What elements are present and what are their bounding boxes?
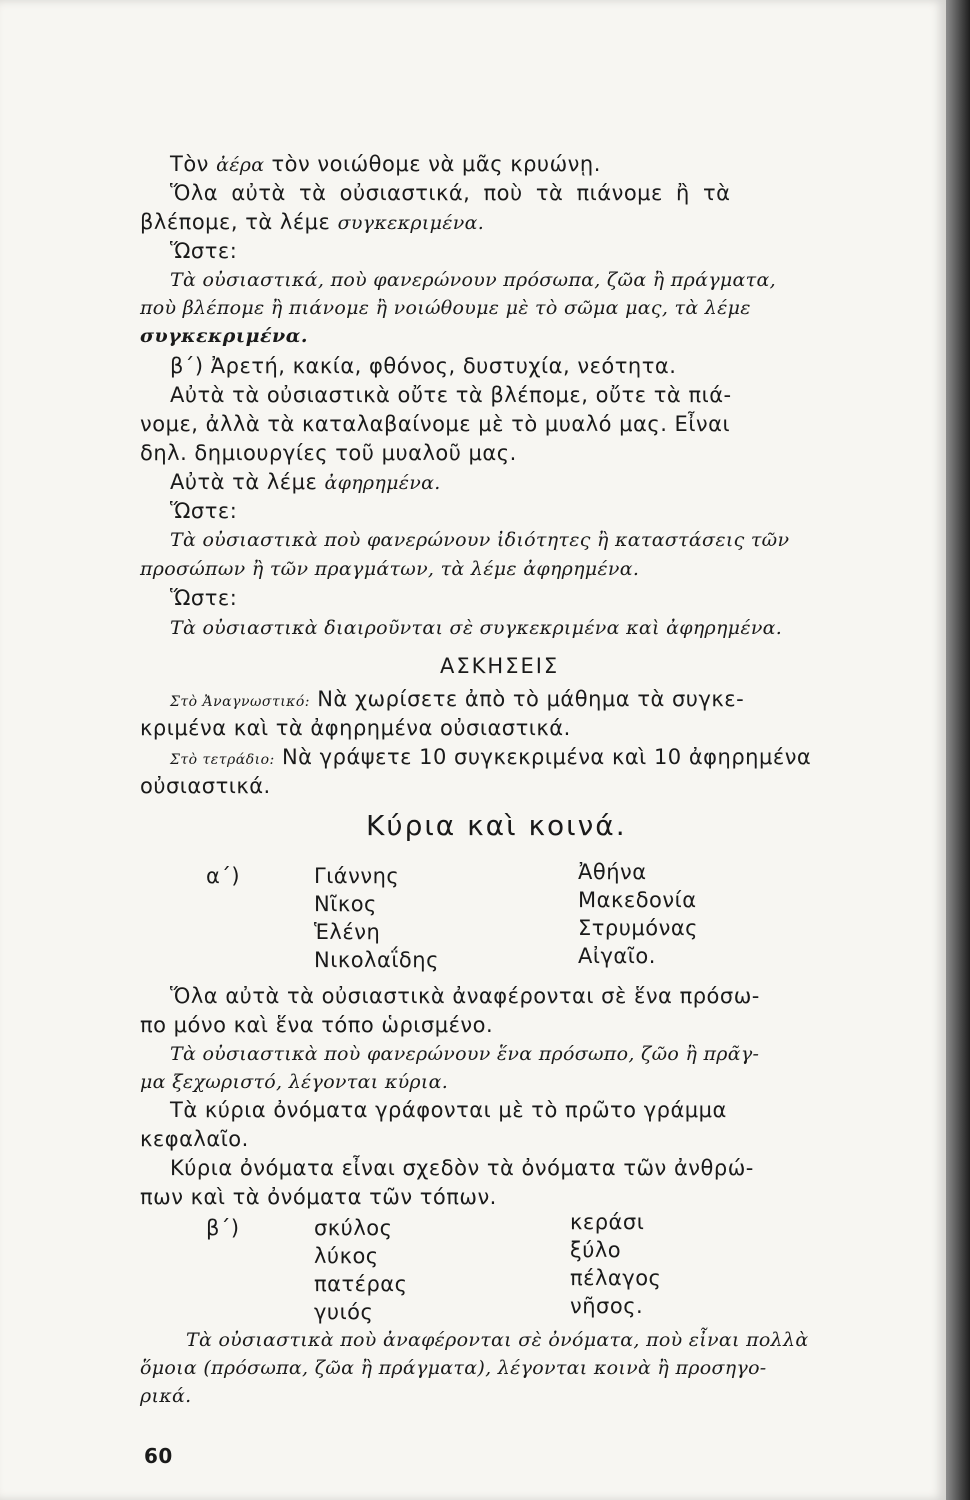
list-b-right-4: νῆσος. xyxy=(570,1294,644,1318)
line-3 xyxy=(140,208,484,237)
list-b-right-1: κεράσι xyxy=(570,1210,645,1234)
line-12 xyxy=(170,468,441,497)
exercise-label: Στὸ τετράδιο: xyxy=(170,752,275,768)
line-13: Ὥστε: xyxy=(170,499,238,523)
line-9: Αὐτὰ τὰ οὐσιαστικὰ οὔτε τὰ βλέπομε, οὔτε τὰ πιά- xyxy=(170,383,732,407)
text: Αὐτὰ τὰ λέμε xyxy=(170,470,325,494)
definition-line-6: Τὰ οὐσιαστικὰ ποὺ φανερώνουν ἕνα πρόσωπο, ζῶο ἢ πρᾶγ- xyxy=(170,1043,760,1065)
exercise-label: Στὸ Ἀναγνωστικό: xyxy=(170,694,311,710)
text: τὸν νοιώθομε νὰ μᾶς κρυώνῃ. xyxy=(264,152,601,176)
list-b-left-3: πατέρας xyxy=(314,1272,408,1296)
exercise-2-cont: οὐσιαστικά. xyxy=(140,774,271,798)
list-b-left-1: σκύλος xyxy=(314,1216,393,1240)
list-a-left-2: Νῖκος xyxy=(314,892,377,916)
list-a-right-1: Ἀθήνα xyxy=(578,860,647,884)
text: βλέπομε, τὰ λέμε xyxy=(140,210,338,234)
line-q6: κεφαλαῖο. xyxy=(140,1127,249,1151)
definition-line-8: Τὰ οὐσιαστικὰ ποὺ ἀναφέρονται σὲ ὀνόματα, ποὺ εἶναι πολλὰ xyxy=(186,1329,809,1351)
list-a-right-3: Στρυμόνας xyxy=(578,916,698,940)
line-q1: Ὅλα αὐτὰ τὰ οὐσιαστικὰ ἀναφέρονται σὲ ἕνα πρόσω- xyxy=(170,984,760,1008)
section-heading: Κύρια καὶ κοινά. xyxy=(366,809,627,842)
line-q5: Τὰ κύρια ὀνόματα γράφονται μὲ τὸ πρῶτο γράμμα xyxy=(170,1098,727,1122)
text: Τὸν xyxy=(170,152,217,176)
list-b-right-3: πέλαγος xyxy=(570,1266,662,1290)
definition-line-10: ρικά. xyxy=(140,1385,192,1407)
text: Νὰ γράψετε 10 συγκεκριμένα καὶ 10 ἀφηρημένα xyxy=(274,745,812,769)
text: Νὰ χωρίσετε ἀπὸ τὸ μάθημα τὰ συγκε- xyxy=(310,687,745,711)
exercise-2 xyxy=(170,743,811,774)
scan-right-edge xyxy=(946,0,970,1500)
list-a-right-4: Αἰγαῖο. xyxy=(578,944,656,968)
list-a-left-3: Ἑλένη xyxy=(314,920,381,944)
italic-word: ἀφηρημένα. xyxy=(324,472,441,494)
definition-line-1: Τὰ οὐσιαστικά, ποὺ φανερώνουν πρόσωπα, ζῶα ἢ πράγματα, xyxy=(170,269,776,291)
line-16: Ὥστε: xyxy=(170,586,238,610)
definition-line-9: ὅμοια (πρόσωπα, ζῶα ἢ πράγματα), λέγονται κοινὰ ἢ προσηγο- xyxy=(140,1357,767,1379)
definition-line-4: προσώπων ἢ τῶν πραγμάτων, τὰ λέμε ἀφηρημένα. xyxy=(140,558,640,580)
line-11: δηλ. δημιουργίες τοῦ μυαλοῦ μας. xyxy=(140,441,517,465)
list-b-right-2: ξύλο xyxy=(570,1238,622,1262)
italic-word: συγκεκριμένα. xyxy=(337,212,485,234)
list-a-label: α΄) xyxy=(206,864,241,888)
exercises-title: ΑΣΚΗΣΕΙΣ xyxy=(440,654,560,678)
list-a-left-1: Γιάννης xyxy=(314,864,400,888)
definition-line-5: Τὰ οὐσιαστικὰ διαιροῦνται σὲ συγκεκριμένα καὶ ἀφηρημένα. xyxy=(170,617,783,639)
line-q2: πο μόνο καὶ ἕνα τόπο ὡρισμένο. xyxy=(140,1013,494,1037)
exercise-1 xyxy=(170,685,744,716)
definition-line-2: ποὺ βλέπομε ἢ πιάνομε ἢ νοιώθουμε μὲ τὸ σῶμα μας, τὰ λέμε xyxy=(140,297,751,319)
line-q7: Κύρια ὀνόματα εἶναι σχεδὸν τὰ ὀνόματα τῶν ἀνθρώ- xyxy=(170,1156,754,1180)
definition-line-3: Τὰ οὐσιαστικὰ ποὺ φανερώνουν ἰδιότητες ἢ καταστάσεις τῶν xyxy=(170,529,790,551)
definition-term: συγκεκριμένα. xyxy=(140,325,308,347)
italic-word: ἀέρα xyxy=(216,154,265,176)
list-a-right-2: Μακεδονία xyxy=(578,888,697,912)
line-2: Ὅλα αὐτὰ τὰ οὐσιαστικά, ποὺ τὰ πιάνομε ἢ τὰ xyxy=(170,181,731,205)
line-1 xyxy=(170,150,601,179)
line-4: Ὥστε: xyxy=(170,239,238,263)
exercise-1-cont: κριμένα καὶ τὰ ἀφηρημένα οὐσιαστικά. xyxy=(140,716,571,740)
list-b-left-2: λύκος xyxy=(314,1244,379,1268)
definition-line-7: μα ξεχωριστό, λέγονται κύρια. xyxy=(140,1071,449,1093)
list-b-left-4: γυιός xyxy=(314,1300,374,1324)
page-number: 60 xyxy=(144,1444,173,1468)
line-10: νομε, ἀλλὰ τὰ καταλαβαίνομε μὲ τὸ μυαλό μας. Εἶναι xyxy=(140,412,731,436)
line-8: β΄) Ἀρετή, κακία, φθόνος, δυστυχία, νεότητα. xyxy=(170,354,677,378)
line-q8: πων καὶ τὰ ὀνόματα τῶν τόπων. xyxy=(140,1185,497,1209)
list-b-label: β΄) xyxy=(206,1216,240,1240)
list-a-left-4: Νικολαΐδης xyxy=(314,948,439,972)
